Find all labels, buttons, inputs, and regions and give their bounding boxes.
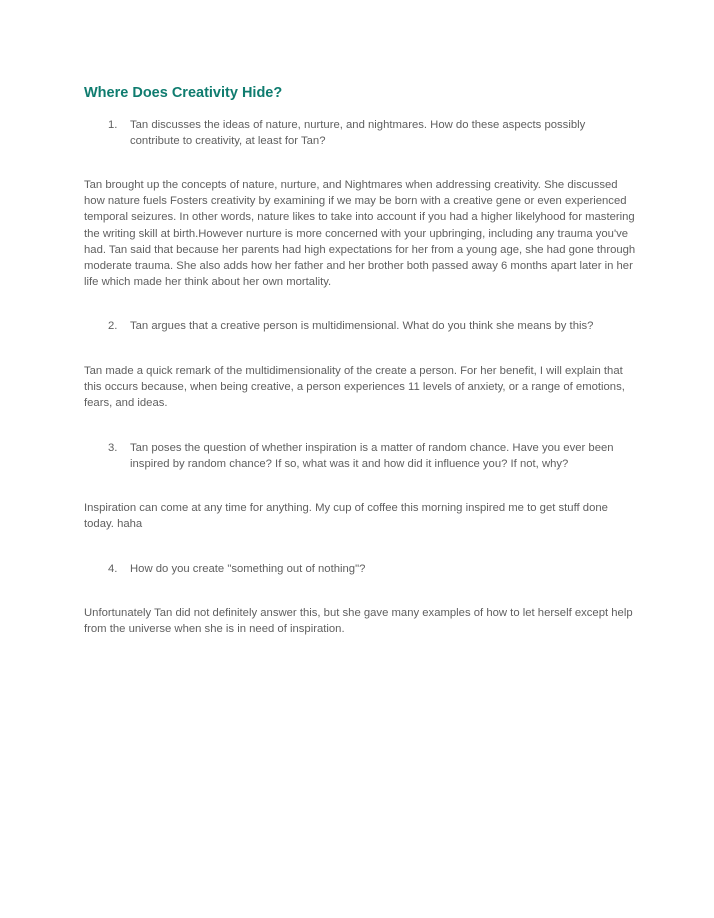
question-text: How do you create "something out of nothing"?: [130, 563, 366, 575]
question-text: Tan discusses the ideas of nature, nurture, and nightmares. How do these aspects possibly contribute to creativity, at least for Tan?: [130, 119, 586, 147]
question-text: Tan argues that a creative person is multidimensional. What do you think she means by this?: [130, 320, 594, 332]
question-number: 3.: [108, 442, 118, 454]
question-item-1: [108, 117, 628, 149]
document-title: Where Does Creativity Hide?: [84, 85, 283, 101]
answer-paragraph-1: Tan brought up the concepts of nature, nurture, and Nightmares when addressing creativity. She discussed how nature fuels Fosters creativity by examining if we may be born with a creative gene or even experienced temporal seizures. In other words, nature likes to take into account if you had a higher likelyhood for mastering the writing skill at birth.However nurture is more concerned with your upbringing, including any trauma you've had. Tan said that because her parents had high expectations for her from a young age, she had gone through moderate trauma. She also adds how her father and her brother both passed away 6 months apart later in her life which made her think about her own mortality.: [84, 179, 636, 289]
question-item-3: [108, 440, 628, 472]
question-item-4: [108, 561, 628, 577]
question-number: 2.: [108, 320, 118, 332]
answer-paragraph-3: Inspiration can come at any time for anything. My cup of coffee this morning inspired me to get stuff done today. haha: [84, 502, 608, 531]
question-number: 4.: [108, 563, 118, 575]
answer-paragraph-2: Tan made a quick remark of the multidimensionality of the create a person. For her benefit, I will explain that this occurs because, when being creative, a person experiences 11 levels of anxiety, or a range of emotions, fears, and ideas.: [84, 365, 625, 410]
question-text: Tan poses the question of whether inspiration is a matter of random chance. Have you ever been inspired by random chance? If so, what was it and how did it influence you? If not, why?: [130, 442, 614, 470]
answer-paragraph-4: Unfortunately Tan did not definitely answer this, but she gave many examples of how to let herself except help from the universe when she is in need of inspiration.: [84, 607, 633, 636]
question-number: 1.: [108, 119, 118, 131]
question-item-2: [108, 318, 628, 334]
